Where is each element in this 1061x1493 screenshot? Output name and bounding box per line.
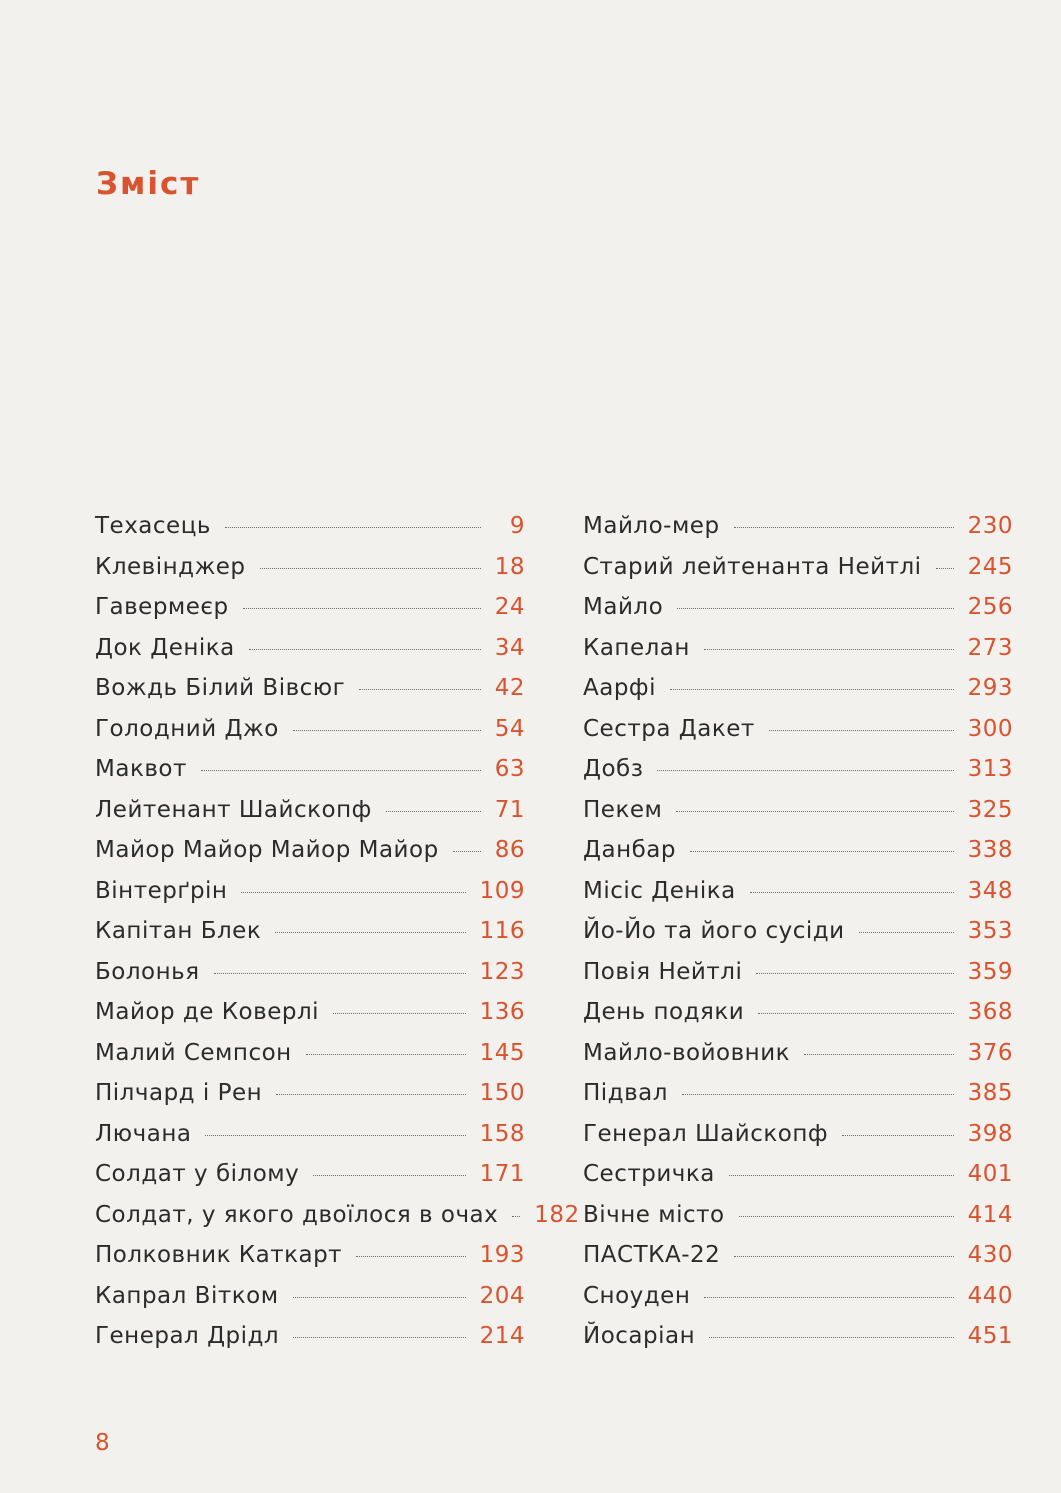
dot-leader (750, 892, 954, 893)
dot-leader (276, 1094, 465, 1095)
toc-entry-title: Пілчард і Рен (95, 1080, 263, 1106)
toc-entry-page-number: 440 (967, 1282, 1013, 1309)
toc-entry-title: Голодний Джо (95, 715, 279, 742)
toc-entry[interactable] (583, 1161, 1013, 1202)
toc-entry[interactable] (583, 1283, 1013, 1324)
toc-entry-page-number: 204 (479, 1282, 525, 1309)
toc-entry-page-number: 109 (479, 877, 525, 904)
toc-entry-page-number: 245 (967, 553, 1013, 580)
toc-entry-title: Данбар (583, 837, 676, 863)
toc-entry-title: Маквот (95, 756, 187, 782)
toc-entry-page-number: 42 (494, 675, 525, 701)
toc-entry[interactable] (583, 635, 1013, 676)
dot-leader (670, 689, 954, 690)
toc-entry-title: Капелан (583, 634, 690, 661)
toc-entry-title: Підвал (583, 1080, 668, 1106)
toc-entry[interactable] (583, 878, 1013, 919)
toc-entry[interactable] (583, 918, 1013, 959)
toc-entry-page-number: 325 (967, 796, 1013, 823)
page-number: 8 (95, 1430, 110, 1456)
toc-entry[interactable] (583, 1202, 1013, 1243)
toc-entry-title: Пекем (583, 796, 663, 823)
dot-leader (293, 1297, 466, 1298)
dot-leader (386, 811, 481, 812)
toc-entry-title: Повія Нейтлі (583, 958, 743, 985)
dot-leader (734, 527, 954, 528)
toc-entry-page-number: 368 (967, 999, 1013, 1025)
dot-leader (205, 1135, 465, 1136)
toc-entry-title: Солдат, у якого двоїлося в очах (95, 1201, 499, 1228)
toc-entry-page-number: 158 (479, 1120, 525, 1147)
dot-leader (241, 892, 465, 893)
toc-entry-page-number: 385 (967, 1080, 1013, 1106)
toc-entry-page-number: 136 (479, 999, 525, 1025)
toc-entry[interactable] (95, 797, 525, 838)
dot-leader (306, 1054, 466, 1055)
toc-entry[interactable] (95, 675, 525, 716)
toc-entry-title: Майор Майор Майор Майор (95, 837, 439, 863)
dot-leader (804, 1054, 954, 1055)
toc-entry-title: Капрал Вітком (95, 1282, 279, 1309)
toc-entry-page-number: 182 (534, 1201, 580, 1228)
toc-entry-page-number: 171 (479, 1161, 525, 1187)
toc-entry[interactable] (95, 1080, 525, 1121)
toc-entry[interactable] (95, 1161, 525, 1202)
toc-entry[interactable] (95, 918, 525, 959)
dot-leader (356, 1256, 466, 1257)
toc-entry-page-number: 116 (479, 918, 525, 944)
toc-entry[interactable] (583, 554, 1013, 595)
toc-entry[interactable] (583, 959, 1013, 1000)
toc-entry[interactable] (583, 716, 1013, 757)
toc-entry-page-number: 256 (967, 594, 1013, 620)
toc-entry-page-number: 63 (494, 756, 525, 782)
toc-entry-title: День подяки (583, 999, 745, 1025)
toc-entry[interactable] (583, 999, 1013, 1040)
dot-leader (249, 649, 481, 650)
dot-leader (734, 1256, 953, 1257)
toc-entry[interactable] (583, 513, 1013, 554)
toc-entry[interactable] (583, 594, 1013, 635)
toc-entry-page-number: 71 (494, 796, 525, 823)
toc-entry-title: Сестричка (583, 1161, 715, 1187)
dot-leader (359, 689, 480, 690)
toc-entry-page-number: 338 (967, 837, 1013, 863)
toc-entry[interactable] (95, 1040, 525, 1081)
toc-entry-page-number: 353 (967, 918, 1013, 944)
dot-leader (739, 1216, 954, 1217)
toc-entry[interactable] (95, 1283, 525, 1324)
toc-entry-title: Техасець (95, 513, 211, 539)
toc-entry[interactable] (583, 1040, 1013, 1081)
toc-entry-page-number: 376 (967, 1039, 1013, 1066)
toc-entry-title: Аарфі (583, 675, 656, 701)
toc-entry-page-number: 9 (509, 513, 525, 539)
toc-entry-page-number: 54 (494, 715, 525, 742)
toc-entry-page-number: 451 (967, 1323, 1013, 1349)
toc-column-right (583, 513, 1013, 1364)
toc-entry[interactable] (95, 1121, 525, 1162)
toc-entry[interactable] (95, 635, 525, 676)
toc-entry-page-number: 18 (494, 553, 525, 580)
dot-leader (704, 649, 954, 650)
toc-entry[interactable] (95, 594, 525, 635)
toc-entry[interactable] (95, 959, 525, 1000)
toc-entry-title: ПАСТКА-22 (583, 1242, 721, 1268)
dot-leader (676, 811, 953, 812)
toc-entry-title: Йо-Йо та його сусіди (583, 918, 845, 944)
dot-leader (677, 608, 953, 609)
dot-leader (453, 851, 481, 852)
toc-entry-title: Док Деніка (95, 634, 235, 661)
toc-entry-page-number: 313 (967, 756, 1013, 782)
toc-entry[interactable] (95, 1242, 525, 1283)
toc-entry[interactable] (95, 878, 525, 919)
dot-leader (936, 568, 954, 569)
toc-entry-title: Гавермеєр (95, 594, 229, 620)
toc-entry-page-number: 145 (479, 1039, 525, 1066)
toc-entry-page-number: 293 (967, 675, 1013, 701)
toc-entry-title: Малий Семпсон (95, 1039, 292, 1066)
toc-entry[interactable] (95, 756, 525, 797)
page-title: Зміст (96, 166, 201, 202)
toc-entry-page-number: 150 (479, 1080, 525, 1106)
dot-leader (709, 1337, 953, 1338)
toc-entry[interactable] (583, 837, 1013, 878)
dot-leader (293, 1337, 465, 1338)
toc-entry[interactable] (95, 837, 525, 878)
toc-entry-title: Полковник Каткарт (95, 1242, 343, 1268)
toc-entry-title: Вічне місто (583, 1201, 725, 1228)
toc-entry-page-number: 24 (494, 594, 525, 620)
toc-entry[interactable] (583, 1242, 1013, 1283)
toc-entry[interactable] (583, 1121, 1013, 1162)
dot-leader (769, 730, 954, 731)
toc-entry-page-number: 193 (479, 1242, 525, 1268)
toc-entry-title: Капітан Блек (95, 918, 262, 944)
toc-entry[interactable] (583, 756, 1013, 797)
dot-leader (682, 1094, 954, 1095)
toc-entry-title: Солдат у білому (95, 1161, 300, 1187)
toc-entry-page-number: 34 (494, 634, 525, 661)
toc-entry[interactable] (95, 999, 525, 1040)
toc-entry[interactable] (583, 675, 1013, 716)
dot-leader (214, 973, 466, 974)
dot-leader (842, 1135, 954, 1136)
toc-entry-title: Сестра Дакет (583, 715, 755, 742)
toc-entry-page-number: 123 (479, 958, 525, 985)
dot-leader (260, 568, 481, 569)
toc-entry-title: Майло (583, 594, 664, 620)
dot-leader (275, 932, 465, 933)
toc-entry-page-number: 414 (967, 1201, 1013, 1228)
dot-leader (756, 973, 953, 974)
toc-entry-title: Лейтенант Шайскопф (95, 796, 372, 823)
toc-entry-page-number: 401 (967, 1161, 1013, 1187)
dot-leader (690, 851, 954, 852)
toc-entry-title: Добз (583, 756, 644, 782)
dot-leader (313, 1175, 465, 1176)
toc-entry[interactable] (95, 1323, 525, 1364)
toc-entry-title: Болонья (95, 958, 200, 985)
dot-leader (729, 1175, 954, 1176)
toc-entry-page-number: 348 (967, 877, 1013, 904)
dot-leader (758, 1013, 953, 1014)
toc-entry-page-number: 398 (967, 1120, 1013, 1147)
toc-entry-title: Клевінджер (95, 553, 246, 580)
toc-entry[interactable] (583, 797, 1013, 838)
toc-entry-title: Генерал Дрідл (95, 1323, 280, 1349)
dot-leader (201, 770, 481, 771)
dot-leader (704, 1297, 953, 1298)
toc-entry-title: Вождь Білий Вівсюг (95, 675, 346, 701)
dot-leader (859, 932, 954, 933)
toc-entry-page-number: 273 (967, 634, 1013, 661)
toc-entry[interactable] (583, 1323, 1013, 1364)
toc-entry-title: Місіс Деніка (583, 877, 736, 904)
toc-entry[interactable] (95, 513, 525, 554)
dot-leader (333, 1013, 466, 1014)
toc-entry[interactable] (95, 554, 525, 595)
toc-column-left (95, 513, 580, 1364)
toc-entry-title: Лючана (95, 1120, 192, 1147)
dot-leader (293, 730, 481, 731)
toc-entry-page-number: 430 (967, 1242, 1013, 1268)
toc-entry-page-number: 300 (967, 715, 1013, 742)
toc-entry-page-number: 214 (479, 1323, 525, 1349)
toc-entry-title: Вінтерґрін (95, 877, 228, 904)
toc-entry-page-number: 359 (967, 958, 1013, 985)
toc-entry-title: Генерал Шайскопф (583, 1120, 829, 1147)
toc-entry[interactable] (95, 1201, 580, 1243)
toc-entry-page-number: 230 (967, 513, 1013, 539)
toc-entry[interactable] (583, 1080, 1013, 1121)
toc-entry-title: Йосаріан (583, 1323, 696, 1349)
toc-entry-title: Сноуден (583, 1282, 691, 1309)
toc-entry-title: Майло-мер (583, 513, 720, 539)
toc-entry-title: Старий лейтенанта Нейтлі (583, 553, 922, 580)
toc-entry-title: Майло-войовник (583, 1039, 791, 1066)
toc-entry-title: Майор де Коверлі (95, 999, 320, 1025)
toc-entry[interactable] (95, 716, 525, 757)
dot-leader (243, 608, 481, 609)
dot-leader (225, 527, 481, 528)
dot-leader (512, 1216, 520, 1217)
toc-entry-page-number: 86 (494, 837, 525, 863)
dot-leader (657, 770, 953, 771)
